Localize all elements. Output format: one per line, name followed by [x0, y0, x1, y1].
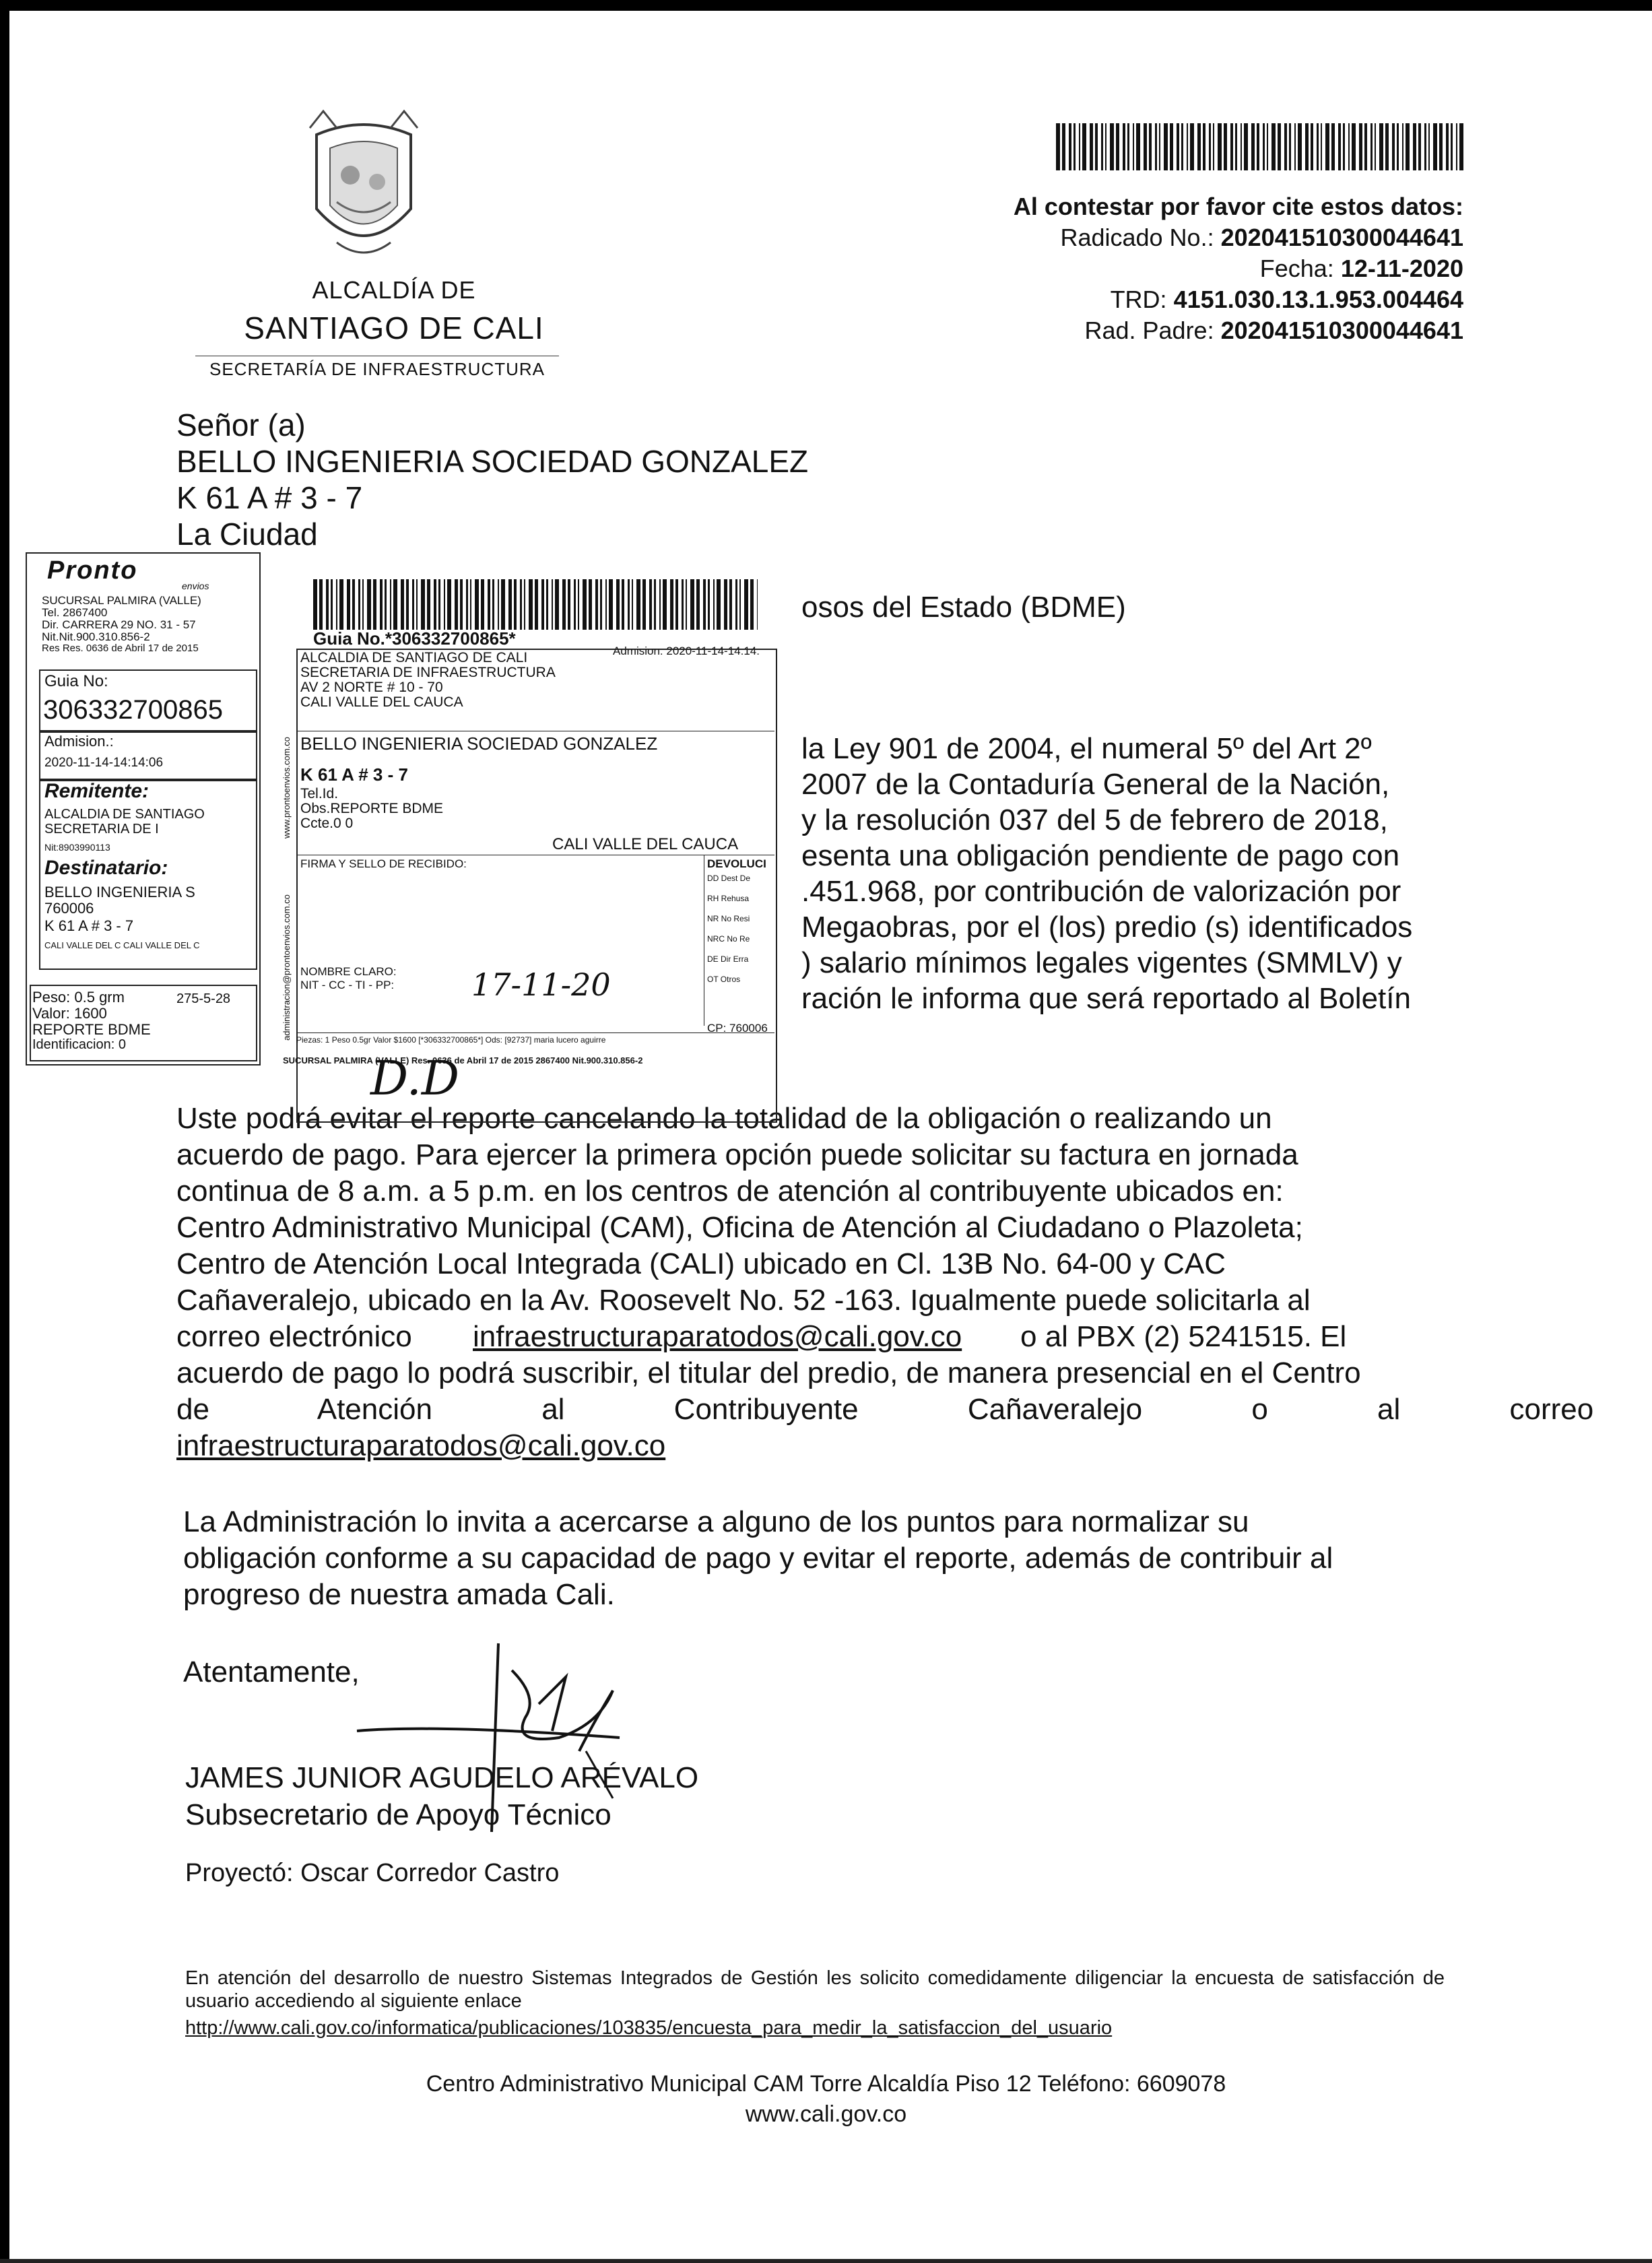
- email-link-1[interactable]: infraestructuraparatodos@cali.gov.co: [473, 1320, 962, 1353]
- receiver-ccte: Ccte.0 0: [300, 816, 354, 831]
- document-barcode: [1056, 123, 1467, 170]
- nit-label: NIT - CC - TI - PP:: [300, 979, 395, 991]
- fecha-line: Fecha: 12-11-2020: [1259, 255, 1463, 282]
- courier-brand-sub: envios: [182, 581, 209, 591]
- admision-label: Admision.:: [44, 733, 114, 750]
- label-grid: [296, 649, 777, 1123]
- devolucion-opt-1: DD Dest De: [707, 874, 751, 883]
- body-p3-line-2: obligación conforme a su capacidad de pago y evitar el reporte, además de contribuir al: [183, 1542, 1333, 1575]
- signer-role: Subsecretario de Apoyo Técnico: [185, 1798, 612, 1831]
- remitente-line-1: ALCALDIA DE SANTIAGO: [44, 807, 205, 822]
- scan-border-top: [0, 0, 1652, 11]
- footer-website[interactable]: www.cali.gov.co: [745, 2101, 907, 2127]
- org-line-3: SECRETARÍA DE INFRAESTRUCTURA: [195, 356, 559, 380]
- admision-value: 2020-11-14-14:14:06: [44, 756, 164, 770]
- destinatario-label: Destinatario:: [44, 857, 168, 879]
- remitente-label: Remitente:: [44, 780, 150, 802]
- cp-value: CP: 760006: [707, 1022, 768, 1035]
- courier-website-vertical: www.prontoenvios.com.co: [282, 736, 292, 839]
- salutation: Señor (a): [176, 407, 306, 442]
- peso-value: Peso: 0.5 grm: [32, 989, 125, 1006]
- survey-text: En atención del desarrollo de nuestro Sistemas Integrados de Gestión les solicito comedidamente diligenciar la encuesta de satisfacción de usuario accediendo al siguiente enlace: [185, 1967, 1445, 2012]
- body-partial-line-7: Megaobras, por el (los) predio (s) identificados: [801, 911, 1413, 944]
- courier-email-vertical: administracion@prontoenvios.com.co: [282, 894, 292, 1041]
- devolucion-opt-2: RH Rehusa: [707, 894, 750, 903]
- receiver-address: K 61 A # 3 - 7: [300, 764, 408, 785]
- courier-label-stub: [26, 552, 261, 1065]
- destinatario-line-4: CALI VALLE DEL C CALI VALLE DEL C: [44, 940, 200, 950]
- admision-main: Admision: 2020-11-14-14:14:: [613, 645, 760, 657]
- firma-label: FIRMA Y SELLO DE RECIBIDO:: [300, 857, 467, 870]
- body-p2-line-4: Centro Administrativo Municipal (CAM), Oficina de Atención al Ciudadano o Plazoleta;: [176, 1211, 1303, 1244]
- shipment-code: 275-5-28: [176, 991, 231, 1006]
- sucursal-footer: SUCURSAL PALMIRA (VALLE) Res. 0636 de Abril 17 de 2015 2867400 Nit.900.310.856-2: [283, 1055, 643, 1065]
- devolucion-opt-4: NRC No Re: [707, 934, 750, 944]
- body-p2-line-2: acuerdo de pago. Para ejercer la primera opción puede solicitar su factura en jornada: [176, 1138, 1298, 1171]
- courier-nit: Nit.Nit.900.310.856-2: [42, 630, 150, 643]
- reference-block: [1014, 191, 1463, 346]
- handwritten-initials: D.D: [370, 1051, 460, 1106]
- devolucion-opt-3: NR No Resi: [707, 914, 750, 923]
- valor-value: Valor: 1600: [32, 1005, 107, 1022]
- receiver-name: BELLO INGENIERIA SOCIEDAD GONZALEZ: [300, 733, 658, 754]
- body-partial-line-6: .451.968, por contribución de valorización por: [801, 875, 1401, 908]
- sender-line-4: CALI VALLE DEL CAUCA: [300, 694, 463, 710]
- trd-value: 4151.030.13.1.953.004464: [1173, 286, 1463, 313]
- rad-padre-line: Rad. Padre: 202041510300044641: [1084, 317, 1463, 344]
- proyecto-line: Proyectó: Oscar Corredor Castro: [185, 1859, 560, 1887]
- ref-heading: Al contestar por favor cite estos datos:: [1013, 193, 1463, 220]
- sender-line-3: AV 2 NORTE # 10 - 70: [300, 680, 443, 695]
- city-crest-logo: [296, 108, 431, 269]
- receiver-obs: Obs.REPORTE BDME: [300, 801, 443, 816]
- body-p2-line-1: Uste podrá evitar el reporte cancelando la totalidad de la obligación o realizando un: [176, 1102, 1272, 1135]
- destinatario-line-1: BELLO INGENIERIA S: [44, 884, 195, 900]
- survey-link[interactable]: http://www.cali.gov.co/informatica/publicaciones/103835/encuesta_para_medir_la_satisfaccion_del_usuario: [185, 2017, 1113, 2039]
- courier-brand-logo: Pronto: [47, 556, 138, 585]
- body-p2-line-6: Cañaveralejo, ubicado en la Av. Roosevelt No. 52 -163. Igualmente puede solicitarla al: [176, 1284, 1311, 1317]
- body-partial-line-8: ) salario mínimos legales vigentes (SMMLV) y: [801, 946, 1402, 979]
- sender-line-2: SECRETARIA DE INFRAESTRUCTURA: [300, 665, 556, 680]
- body-p2-line-9: de Atención al Contribuyente Cañaveralejo o al correo: [176, 1393, 1594, 1426]
- receiver-city: CALI VALLE DEL CAUCA: [552, 835, 739, 853]
- piezas-line: Piezas: 1 Peso 0.5gr Valor $1600 [*306332700865*] Ods: [92737] maria lucero aguirre: [296, 1035, 606, 1045]
- guia-number: 306332700865: [43, 695, 223, 725]
- addressee-city: La Ciudad: [176, 517, 318, 552]
- devolucion-title: DEVOLUCI: [707, 857, 766, 870]
- radicado-value: 202041510300044641: [1220, 224, 1463, 251]
- body-partial-line-2: la Ley 901 de 2004, el numeral 5º del Art 2º: [801, 732, 1372, 765]
- email-link-2[interactable]: infraestructuraparatodos@cali.gov.co: [176, 1429, 666, 1462]
- divider-4: [296, 1032, 774, 1033]
- identificacion-value: Identificacion: 0: [32, 1037, 126, 1052]
- courier-tel: Tel. 2867400: [42, 606, 108, 619]
- courier-barcode: [313, 579, 758, 630]
- addressee-name: BELLO INGENIERIA SOCIEDAD GONZALEZ: [176, 444, 809, 479]
- body-p3-line-1: La Administración lo invita a acercarse a alguno de los puntos para normalizar su: [183, 1505, 1249, 1538]
- body-p2-line-8: acuerdo de pago lo podrá suscribir, el titular del predio, de manera presencial en el Centro: [176, 1356, 1361, 1389]
- guia-label: Guia No:: [44, 672, 108, 690]
- body-partial-line-3: 2007 de la Contaduría General de la Nación,: [801, 768, 1390, 801]
- signer-name: JAMES JUNIOR AGUDELO ARÉVALO: [185, 1761, 699, 1794]
- scan-border-left: [0, 0, 9, 2263]
- scan-border-bottom: [0, 2259, 1652, 2263]
- nombre-label: NOMBRE CLARO:: [300, 965, 397, 978]
- addressee-address: K 61 A # 3 - 7: [176, 480, 363, 515]
- destinatario-line-3: K 61 A # 3 - 7: [44, 917, 134, 934]
- receiver-tel: Tel.Id.: [300, 786, 339, 801]
- rad-padre-value: 202041510300044641: [1220, 317, 1463, 344]
- trd-line: TRD: 4151.030.13.1.953.004464: [1110, 286, 1463, 313]
- org-line-1: ALCALDÍA DE: [312, 276, 476, 304]
- body-p2-line-7a: correo electrónico: [176, 1320, 412, 1353]
- courier-dir: Dir. CARRERA 29 NO. 31 - 57: [42, 618, 196, 631]
- valediction: Atentamente,: [183, 1655, 360, 1688]
- addressee-block: [176, 407, 808, 552]
- guia-main: Guia No.*306332700865*: [313, 628, 516, 649]
- courier-res: Res Res. 0636 de Abril 17 de 2015: [42, 643, 199, 654]
- radicado-line: Radicado No.: 202041510300044641: [1060, 224, 1463, 251]
- body-partial-line-5: esenta una obligación pendiente de pago con: [801, 839, 1400, 872]
- sender-line-1: ALCALDIA DE SANTIAGO DE CALI: [300, 650, 528, 665]
- remitente-line-2: SECRETARIA DE I: [44, 822, 159, 837]
- remitente-nit: Nit:8903990113: [44, 842, 110, 853]
- body-p3-line-3: progreso de nuestra amada Cali.: [183, 1578, 615, 1611]
- devolucion-opt-5: DE Dir Erra: [707, 954, 749, 964]
- devolucion-opt-6: OT Otros: [707, 975, 741, 984]
- fecha-value: 12-11-2020: [1340, 255, 1463, 282]
- body-p2-line-3: continua de 8 a.m. a 5 p.m. en los centros de atención al contribuyente ubicados en:: [176, 1175, 1284, 1208]
- courier-label-main: [263, 569, 801, 1106]
- body-p2-line-7b: o al PBX (2) 5241515. El: [1020, 1320, 1347, 1353]
- reporte-value: REPORTE BDME: [32, 1021, 151, 1038]
- courier-branch: SUCURSAL PALMIRA (VALLE): [42, 594, 201, 607]
- handwritten-delivery-date: 17-11-20: [471, 966, 611, 1003]
- body-partial-line-9: ración le informa que será reportado al Boletín: [801, 982, 1411, 1015]
- body-partial-line-4: y la resolución 037 del 5 de febrero de 2018,: [801, 803, 1388, 837]
- body-partial-line-1: osos del Estado (BDME): [801, 591, 1126, 624]
- org-line-2: SANTIAGO DE CALI: [244, 310, 544, 346]
- footer-address: Centro Administrativo Municipal CAM Torre Alcaldía Piso 12 Teléfono: 6609078: [426, 2071, 1226, 2097]
- destinatario-line-2: 760006: [44, 900, 94, 917]
- body-p2-line-5: Centro de Atención Local Integrada (CALI) ubicado en Cl. 13B No. 64-00 y CAC: [176, 1247, 1226, 1280]
